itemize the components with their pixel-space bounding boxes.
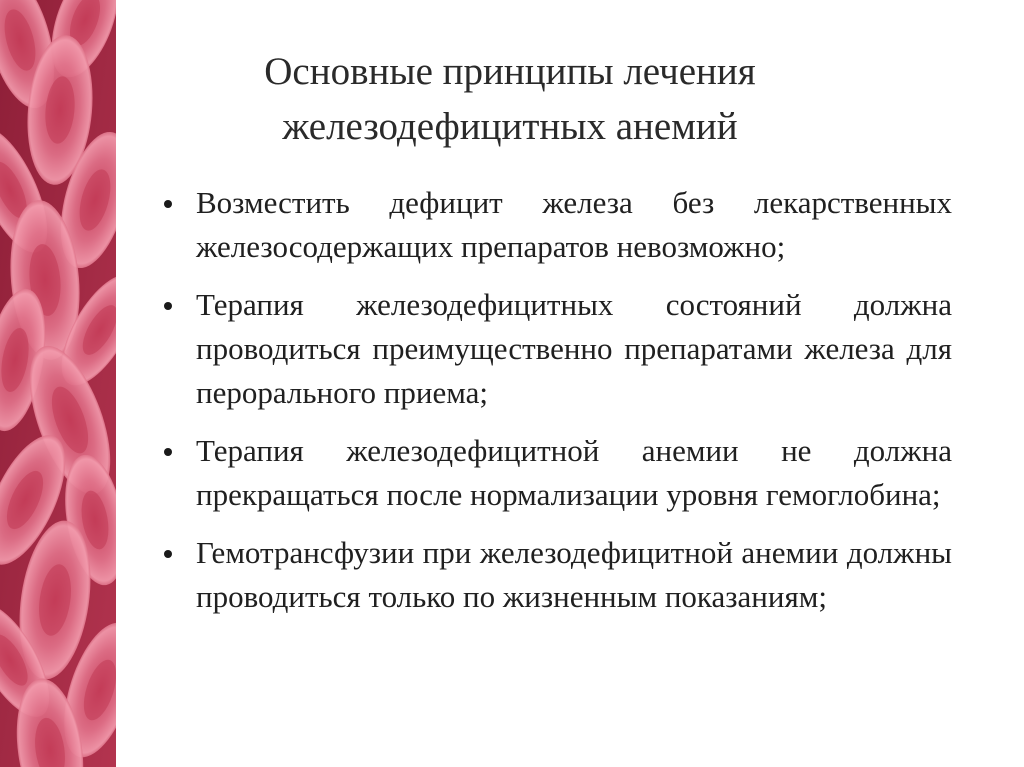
bullet-item [160, 429, 952, 517]
bullet-text: Терапия железодефицитных состояний должна проводиться преимущественно препаратами железа для перорального приема; [196, 287, 952, 410]
bullet-dot-icon [164, 200, 172, 208]
bullet-item [160, 283, 952, 415]
bullet-list [160, 181, 952, 633]
title-line-1: Основные принципы лечения [264, 50, 756, 93]
bullet-dot-icon [164, 302, 172, 310]
slide-title [150, 44, 870, 154]
bullet-text: Гемотрансфузии при железодефицитной анемии должны проводиться только по жизненным показаниям; [196, 535, 952, 614]
bullet-dot-icon [164, 550, 172, 558]
red-blood-cells-image [0, 0, 116, 767]
bullet-item [160, 181, 952, 269]
bullet-dot-icon [164, 448, 172, 456]
bullet-item [160, 531, 952, 619]
title-line-2: железодефицитных анемий [282, 105, 738, 148]
bullet-text: Возместить дефицит железа без лекарственных железосодержащих препаратов невозможно; [196, 185, 952, 264]
bullet-text: Терапия железодефицитной анемии не должна прекращаться после нормализации уровня гемоглобина; [196, 433, 952, 512]
